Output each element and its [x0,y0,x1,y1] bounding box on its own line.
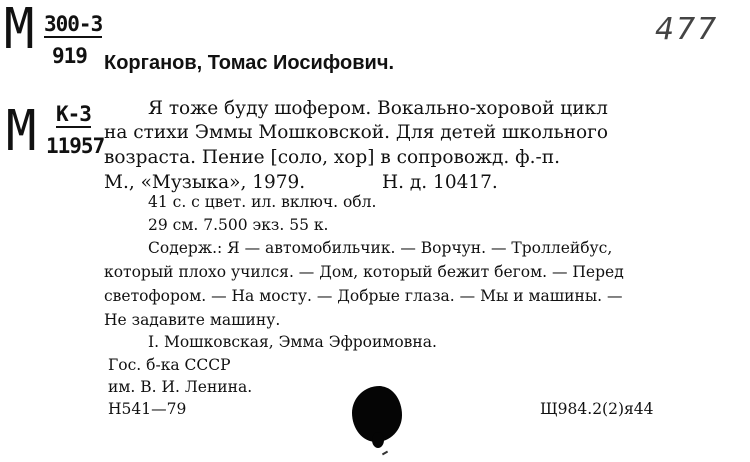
contents-line-1: Содерж.: Я — автомобильчик. — Ворчун. — Троллейбус, [148,239,613,257]
author-heading: Корганов, Томас Иосифович. [104,52,394,74]
physical-description-2: 29 см. 7.500 экз. 55 к. [148,216,329,234]
classification-code: Щ984.2(2)я44 [540,400,654,418]
tracing-entry: I. Мошковская, Эмма Эфроимовна. [148,333,437,351]
library-line-2: им. В. И. Ленина. [108,378,253,396]
contents-line-2: который плохо учился. — Дом, который бежит бегом. — Перед [104,263,624,281]
handwritten-shelf-mark-1-bottom: 919 [52,44,87,68]
handwritten-prefix-2: М [6,99,37,164]
library-line-1: Гос. б-ка СССР [108,356,231,374]
handwritten-shelf-mark-1-top: 300-3 [44,12,103,36]
handwritten-prefix-1: М [4,0,35,62]
title-line-1: Я тоже буду шофером. Вокально-хоровой цикл [148,98,608,119]
title-line-3: возраста. Пение [соло, хор] в сопровожд. ф.-п. [104,147,561,168]
card-number: Н541—79 [108,400,187,418]
handwritten-shelf-mark-2-bottom: 11957 [46,134,105,158]
ink-blot-tail [372,432,384,448]
title-line-2: на стихи Эммы Мошковской. Для детей школьного [104,122,608,143]
handwritten-shelf-mark-2-top: К-3 [56,102,91,126]
pencil-mark: 477 [655,12,719,47]
contents-line-3: светофором. — На мосту. — Добрые глаза. — Мы и машины. — [104,287,623,305]
physical-description-1: 41 с. с цвет. ил. включ. обл. [148,193,377,211]
ink-speck [382,451,388,456]
imprint: М., «Музыка», 1979. [104,172,306,193]
contents-line-4: Не задавите машину. [104,311,281,329]
plate-number: Н. д. 10417. [382,172,498,193]
